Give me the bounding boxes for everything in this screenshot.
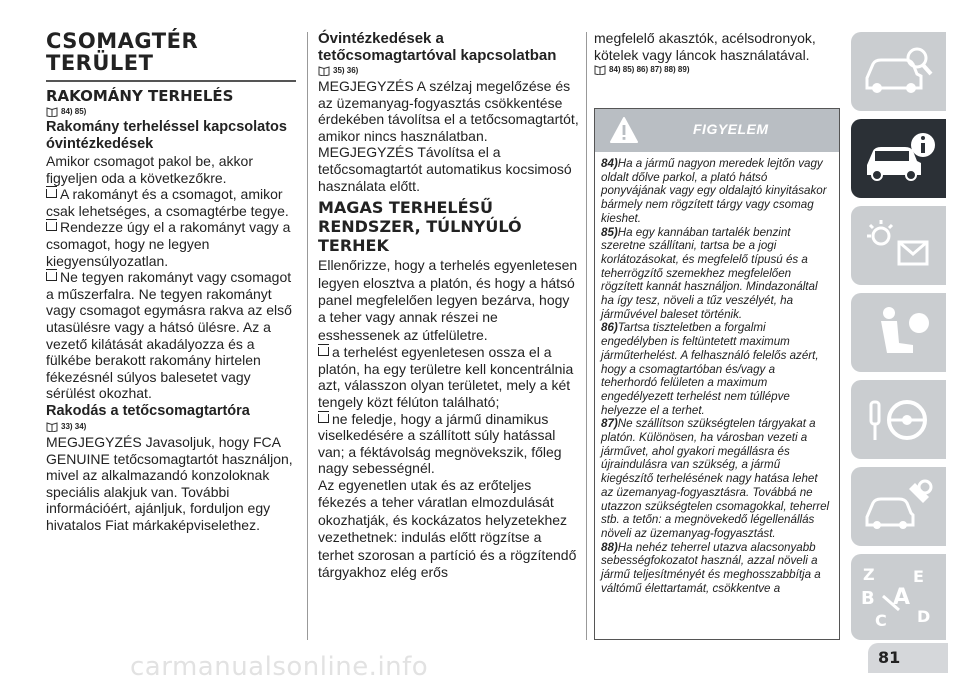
paragraph: MEGJEGYZÉS A szélzaj megelőzése és az üzemanyag-fogyasztás csökkentése érdekében távolítsa el a tetőcsomagtartót, amikor nincs használatban. <box>318 78 579 144</box>
refs-text: 84) 85) <box>61 107 87 116</box>
tab-warning-lights[interactable] <box>851 206 946 285</box>
tab-getting-to-know-car[interactable] <box>851 32 946 111</box>
tab-alphabetical-index[interactable] <box>851 554 946 640</box>
warning-item <box>601 321 833 417</box>
warning-refs <box>318 66 580 76</box>
index-letter: C <box>875 611 887 630</box>
warning-triangle-icon <box>609 116 639 144</box>
bullet-icon <box>46 222 57 231</box>
refs-text: 84) 85) 86) 87) 88) 89) <box>609 65 690 75</box>
subheading: Rakomány terheléssel kapcsolatos óvintézkedések <box>46 119 287 152</box>
column-divider <box>586 32 587 640</box>
subheading: Rakodás a tetőcsomagtartóra <box>46 402 250 419</box>
book-icon <box>318 66 330 76</box>
bullet-text: a terhelést egyenletesen ossza el a platón, ha egy területre kell koncentrálnia azt, válasszon olyan területet, mely a két tengely közt félúton található; <box>318 344 574 410</box>
bullet-item <box>318 344 580 410</box>
paragraph: MEGJEGYZÉS Javasoljuk, hogy FCA GENUINE tetőcsomagtartót használjon, mivel az alkalmazandó konzoloknak speciális alakjuk van. További információért, ajánljuk, forduljon egy hivatalos Fiat márkaképviselethez. <box>46 433 293 533</box>
column-divider <box>307 32 308 640</box>
book-icon <box>46 422 58 432</box>
alphabetical-index-icon <box>859 560 939 634</box>
warning-number: 86) <box>601 321 618 335</box>
book-icon <box>46 107 58 117</box>
bullet-icon <box>318 414 329 423</box>
index-letter: Z <box>863 565 875 584</box>
tab-starting-driving[interactable] <box>851 380 946 459</box>
paragraph: Az egyenetlen utak és az erőteljes fékezés a teher váratlan elmozdulását okozhatják, és kockázatos helyzetekhez vezethetnek: indulás előtt rögzítse a terhet szorosan a partíció és a rögzítendő tárgyakhoz elég erős <box>318 476 577 580</box>
bullet-text: Ne tegyen rakományt vagy csomagot a műszerfalra. Ne tegyen rakományt vagy csomagot egymásra rakva az első utasülésre vagy a hátsó ülésre. Az a vezető kilátását akadályozza és a fülkébe berakott rakomány hirtelen fékezésnél súlyos balesetet vagy sérülést okozhat. <box>46 269 292 402</box>
car-service-icon <box>859 473 939 539</box>
refs-text: 35) 36) <box>333 66 359 75</box>
seatbelt-airbag-icon <box>859 299 939 365</box>
book-icon <box>594 65 606 75</box>
paragraph: Ellenőrizze, hogy a terhelés egyenletesen legyen elosztva a platón, és hogy a hátsó panel megfelelően legyen bezárva, hogy a teher vagy annak részei ne esshessenek az útfelületre. <box>318 257 578 343</box>
car-search-icon <box>859 38 939 104</box>
bullet-item <box>46 269 296 402</box>
warning-lights-icon <box>859 212 939 278</box>
watermark: carmanualsonline.info <box>130 652 429 682</box>
tab-service-maintenance[interactable] <box>851 467 946 546</box>
bullet-text: A rakományt és a csomagot, amikor csak lehetséges, a csomagtérbe tegye. <box>46 186 289 219</box>
tab-safety[interactable] <box>851 119 946 198</box>
warning-refs <box>46 107 296 117</box>
index-letter: D <box>917 607 931 626</box>
warning-number: 88) <box>601 540 618 554</box>
index-letter: E <box>913 567 924 586</box>
bullet-text: ne feledje, hogy a jármű dinamikus viselkedésére a szállított súly hatással van; a féktávolság megnövekszik, főleg nagy sebességnél. <box>318 410 562 477</box>
warning-text: Ha egy kannában tartalék benzint szeretne szállítani, tartsa be a jogi korlátozásokat, és megfelelő típusú és a teherrögzítő szemekhez megfelelően rögzített kannát használjon. Mindazonáltal ha így tesz, növeli a tűz veszélyét, ha járművével baleset történik. <box>601 225 818 321</box>
paragraph: Amikor csomagot pakol be, akkor figyeljen oda a következőkre. <box>46 153 253 186</box>
warning-refs <box>594 65 844 75</box>
column-2 <box>318 30 580 581</box>
warning-title: FIGYELEM <box>693 121 769 137</box>
warning-text: Ne szállítson szükségtelen tárgyakat a platón. Különösen, ha városban vezeti a járművet, ahol gyakori megállásra és újraindulásra van szükség, a jármű kiegészítő terhelésének nagy hatása lehet az üzemanyag-fogyasztásra. Továbbá ne utazzon szükségtelen csomagokkal, teherrel stb. a tetőn: a megnövekedő légellenállás növeli az üzemanyag-fogyasztást. <box>601 417 830 540</box>
chapter-title-line2: TERÜLET <box>46 51 154 75</box>
bullet-icon <box>46 189 57 198</box>
warning-text: Ha a jármű nagyon meredek lejtőn vagy oldalt dőlve parkol, a plató hátsó ponyvájának vagy egy oldalajtó kinyitásakor bármely nem rögzített tárgy vagy csomag kieshet. <box>601 157 827 225</box>
bullet-text: Rendezze úgy el a rakományt vagy a csomagot, hogy ne legyen kiegyensúlyozatlan. <box>46 219 291 269</box>
paragraph: MEGJEGYZÉS Távolítsa el a tetőcsomagtartót automatikus kocsimosó használata előtt. <box>318 144 572 194</box>
warning-number: 87) <box>601 417 618 431</box>
bullet-item <box>46 219 296 269</box>
subheading: Óvintézkedések a tetőcsomagtartóval kapcsolatban <box>318 30 557 64</box>
refs-text: 33) 34) <box>61 421 87 431</box>
chapter-tabs <box>851 32 946 648</box>
bullet-icon <box>318 347 329 356</box>
warning-body <box>595 152 839 596</box>
warning-item <box>601 157 833 226</box>
warning-text: Tartsa tiszteletben a forgalmi engedélyben is feltüntetett maximum járműterhelést. A felhasználó felelős azért, hogy a csomagtartóban és/vagy a teherhordó felületen a maximum engedélyezett terhelést nem túllépve helyezze el a terhet. <box>601 321 819 417</box>
car-info-icon <box>859 125 939 191</box>
warning-number: 84) <box>601 157 618 170</box>
index-letter: B <box>861 588 875 609</box>
section-heading: MAGAS TERHELÉSŰ RENDSZER, TÚLNYÚLÓ TERHEK <box>318 198 522 256</box>
warning-item <box>601 226 833 322</box>
bullet-item <box>318 411 580 477</box>
steering-key-icon <box>859 386 939 452</box>
bullet-item <box>46 186 296 219</box>
warning-number: 85) <box>601 225 618 239</box>
section-heading: RAKOMÁNY TERHELÉS <box>46 87 234 105</box>
tab-safety-systems[interactable] <box>851 293 946 372</box>
warning-refs <box>46 422 296 432</box>
chapter-title <box>46 30 296 74</box>
warning-text: Ha nehéz teherrel utazva alacsonyabb sebességfokozatot használ, azzal növeli a jármű teljesítményét és meghosszabbítja a váltómű élettartamát, csökkentve a <box>601 540 821 595</box>
warning-header <box>595 109 839 152</box>
chapter-title-line1: CSOMAGTÉR <box>46 29 199 53</box>
warning-box <box>594 108 840 640</box>
column-1 <box>46 30 296 533</box>
index-letter: A <box>893 585 911 610</box>
title-rule <box>46 80 296 82</box>
column-3 <box>594 30 844 77</box>
warning-item <box>601 417 833 540</box>
bullet-icon <box>46 272 57 281</box>
paragraph: megfelelő akasztók, acélsodronyok, kötelek vagy láncok használatával. <box>594 30 816 63</box>
warning-item <box>601 541 833 596</box>
page-number: 81 <box>878 648 901 667</box>
